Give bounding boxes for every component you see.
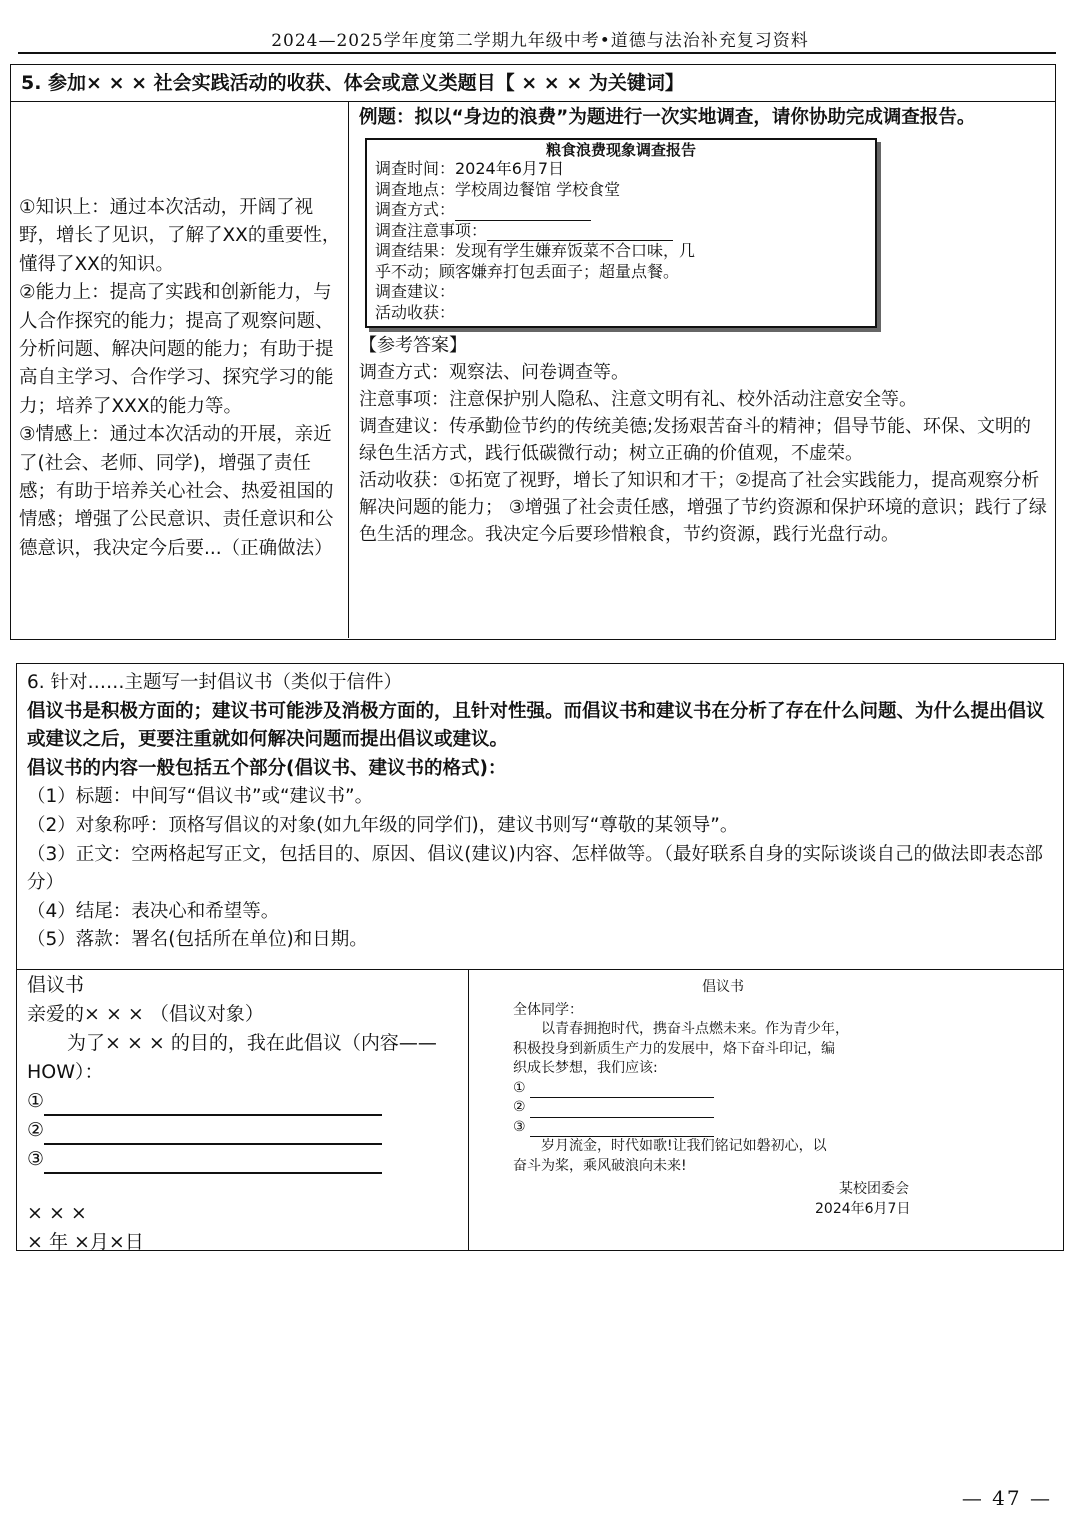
part-signature: （5）落款：署名(包括所在单位)和日期。 xyxy=(27,929,368,951)
survey-title: 粮食浪费现象调查报告 xyxy=(545,141,696,159)
section-6-table xyxy=(16,663,1064,1251)
gain-knowledge: ①知识上：通过本次活动，开阔了视野，增长了见识，了解了XX的重要性，懂得了XX的知识。 xyxy=(19,197,341,275)
survey-advice: 调查建议： xyxy=(375,282,456,301)
template-date: × 年 ×月×日 xyxy=(27,1231,144,1253)
proposal-template xyxy=(17,970,469,1253)
answer-advice: 调查建议：传承勤俭节约的传统美德;发扬艰苦奋斗的精神；倡导节能、环保、文明的绿色生活方式，践行低碳微行动；树立正确的价值观，不虚荣。 xyxy=(359,416,1032,464)
template-blank-1 xyxy=(44,1092,382,1116)
template-line-1 xyxy=(27,1087,460,1116)
template-body: 为了× × × 的目的，我在此倡议（内容——HOW）： xyxy=(27,1032,437,1083)
letter-line-2 xyxy=(513,1098,933,1118)
survey-method-blank xyxy=(455,206,591,221)
proposal-example-letter xyxy=(469,970,1063,1250)
gain-ability: ②能力上：提高了实践和创新能力，与人合作探究的能力；提高了观察问题、分析问题、解决问题的能力；有助于提高自主学习、合作学习、探究学习的能力；培养了XXX的能力等。 xyxy=(19,282,334,417)
reference-answer-title: 【参考答案】 xyxy=(359,335,467,356)
letter-para-1a: 以青春拥抱时代，携奋斗点燃未来。作为青少年， xyxy=(541,1021,849,1037)
template-blank-2 xyxy=(44,1121,382,1145)
letter-date: 2024年6月7日 xyxy=(815,1200,911,1217)
letter-para-2b: 奋斗为桨，乘风破浪向未来! xyxy=(513,1157,687,1174)
section-6-intro xyxy=(17,664,1063,970)
proposal-parts-intro: 倡议书的内容一般包括五个部分(倡议书、建议书的格式)： xyxy=(27,757,507,779)
template-line-2 xyxy=(27,1116,460,1145)
template-title: 倡议书 xyxy=(27,974,85,996)
page-number: — 47 — xyxy=(961,1486,1052,1510)
section-5-example xyxy=(349,102,1055,638)
gain-emotion: ③情感上：通过本次活动的开展，亲近了(社会、老师、同学)，增强了责任感；有助于培养关心社会、热爱祖国的情感；增强了公民意识、责任意识和公德意识，我决定今后要...（正确做法） xyxy=(19,424,334,559)
survey-method: 调查方式： xyxy=(375,200,456,219)
proposal-definition: 倡议书是积极方面的；建议书可能涉及消极方面的，且针对性强。而倡议书和建议书在分析了存在什么问题、为什么提出倡议或建议之后，更要注重就如何解决问题而提出倡议或建议。 xyxy=(27,700,1045,751)
letter-num-2: ② xyxy=(513,1099,526,1115)
section-6-title: 6. 针对……主题写一封倡议书（类似于信件） xyxy=(27,672,403,693)
header-divider xyxy=(18,52,1056,54)
survey-notes-blank xyxy=(487,226,673,241)
example-question: 例题：拟以“身边的浪费”为题进行一次实地调查，请你协助完成调查报告。 xyxy=(359,107,976,128)
letter-line-3 xyxy=(513,1118,933,1138)
survey-gain: 活动收获： xyxy=(375,302,456,322)
survey-notes: 调查注意事项： xyxy=(375,220,488,240)
survey-method-row xyxy=(375,200,867,221)
survey-result-2: 乎不动；顾客嫌弃打包丢面子；超量点餐。 xyxy=(375,261,680,281)
section-5-title: 5. 参加× × × 社会实践活动的收获、体会或意义类题目【 × × × 为关键词】 xyxy=(11,65,1055,102)
letter-num-1: ① xyxy=(513,1079,526,1096)
letter-para-1b: 积极投身到新质生产力的发展中，烙下奋斗印记，编 xyxy=(513,1040,835,1057)
answer-gain: 活动收获：①拓宽了视野，增长了知识和才干；②提高了社会实践能力，提高观察分析解决问题的能力； ③增强了社会责任感，增强了节约资源和保护环境的意识；践行了绿色生活的理念。我决定今后要珍惜粮食，节约资源，践行光盘行动。 xyxy=(359,470,1047,545)
survey-result-1: 调查结果：发现有学生嫌弃饭菜不合口味，几 xyxy=(375,241,696,260)
letter-blank-3 xyxy=(530,1122,714,1137)
part-title: （1）标题：中间写“倡议书”或“建议书”。 xyxy=(27,786,374,808)
section-5-table xyxy=(10,64,1056,640)
answer-method: 调查方式：观察法、问卷调查等。 xyxy=(359,362,629,383)
letter-title: 倡议书 xyxy=(702,979,744,995)
letter-line-1 xyxy=(513,1079,933,1099)
letter-num-3: ③ xyxy=(513,1118,526,1135)
letter-para-1c: 织成长梦想，我们应该: xyxy=(513,1060,658,1076)
letter-greeting: 全体同学： xyxy=(513,1001,583,1018)
survey-time: 调查时间：2024年6月7日 xyxy=(375,159,565,178)
template-num-2: ② xyxy=(27,1119,45,1141)
letter-blank-2 xyxy=(530,1103,714,1118)
template-salutation: 亲爱的× × × （倡议对象） xyxy=(27,1003,264,1025)
page-header: 2024—2025学年度第二学期九年级中考•道德与法治补充复习资料 xyxy=(271,31,809,51)
letter-blank-1 xyxy=(530,1083,714,1098)
survey-report-form xyxy=(365,138,877,328)
letter-para-2a: 岁月流金，时代如歌!让我们铭记如磐初心，以 xyxy=(541,1138,827,1154)
survey-place: 调查地点：学校周边餐馆 学校食堂 xyxy=(375,179,621,199)
part-body: （3）正文：空两格起写正文，包括目的、原因、倡议(建议)内容、怎样做等。（最好联系自身的实际谈谈自己的做法即表态部分） xyxy=(27,843,1043,894)
template-num-1: ① xyxy=(27,1090,45,1112)
part-salutation: （2）对象称呼：顶格写倡议的对象(如九年级的同学们)，建议书则写“尊敬的某领导”。 xyxy=(27,814,739,836)
letter-org: 某校团委会 xyxy=(839,1181,909,1197)
answer-notes: 注意事项：注意保护别人隐私、注意文明有礼、校外活动注意安全等。 xyxy=(359,389,917,410)
survey-notes-row xyxy=(375,221,867,242)
template-blank-3 xyxy=(44,1150,382,1174)
section-5-gains xyxy=(11,102,349,638)
template-sign: × × × xyxy=(27,1202,87,1224)
template-num-3: ③ xyxy=(27,1148,45,1170)
part-ending: （4）结尾：表决心和希望等。 xyxy=(27,900,280,922)
template-line-3 xyxy=(27,1145,460,1174)
